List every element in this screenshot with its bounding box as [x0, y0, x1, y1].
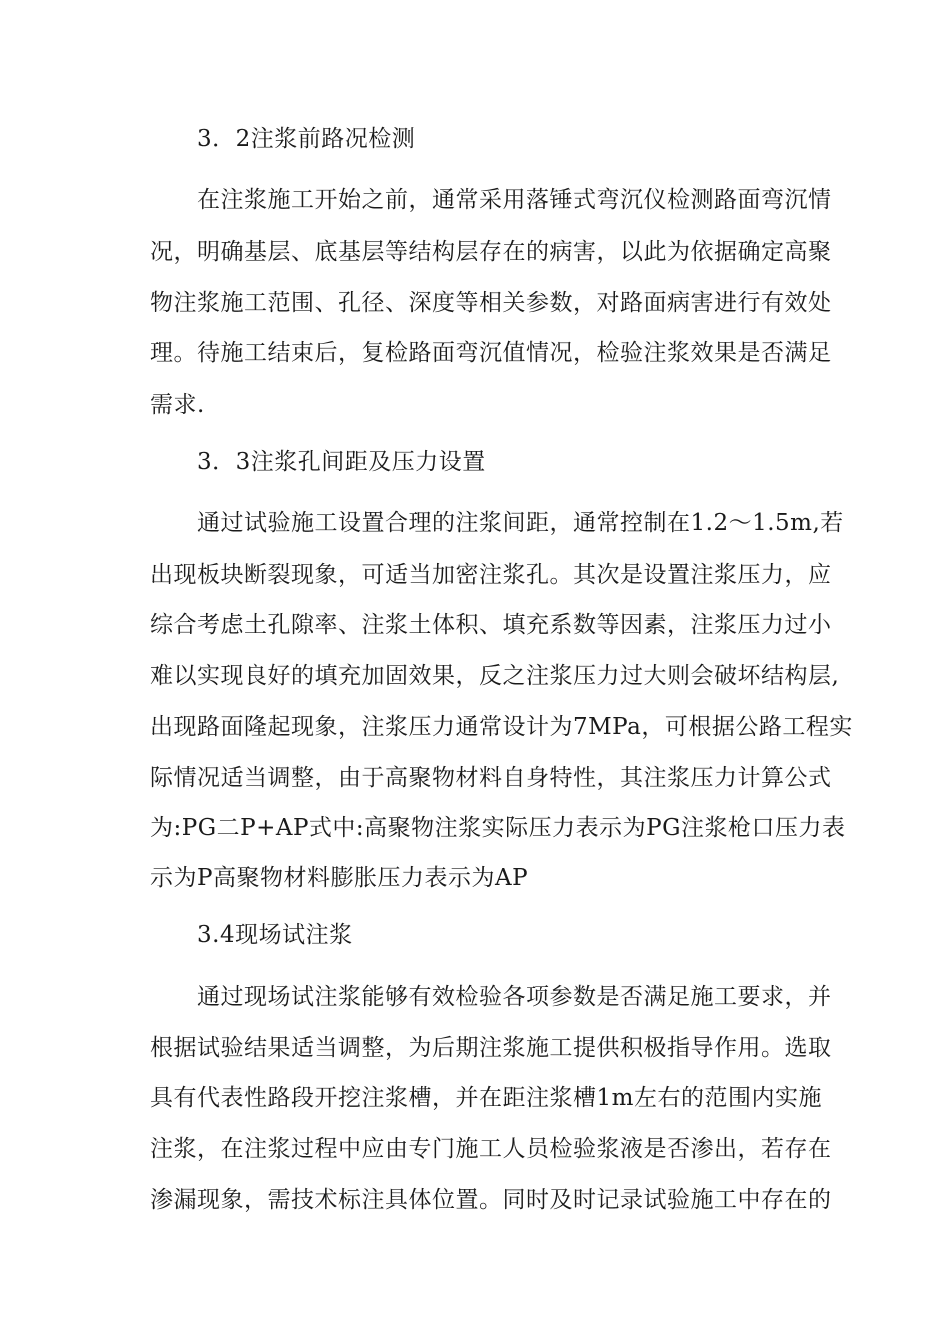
paragraph-line: 况，明确基层、底基层等结构层存在的病害，以此为依据确定高聚	[150, 239, 832, 265]
paragraph-line: 示为P高聚物材料膨胀压力表示为AP	[150, 865, 529, 891]
paragraph-line: 根据试验结果适当调整，为后期注浆施工提供积极指导作用。选取	[150, 1035, 832, 1061]
section-heading-3-3: 3．3注浆孔间距及压力设置	[197, 449, 486, 475]
paragraph-line: 通过现场试注浆能够有效检验各项参数是否满足施工要求，并	[197, 984, 832, 1010]
paragraph-line: 通过试验施工设置合理的注浆间距，通常控制在1.2〜1.5m,若	[197, 510, 844, 536]
paragraph-line: 为:PG二P+AP式中:高聚物注浆实际压力表示为PG注浆枪口压力表	[150, 815, 846, 841]
paragraph-line: 出现路面隆起现象，注浆压力通常设计为7MPa，可根据公路工程实	[150, 714, 853, 740]
paragraph-line: 注浆，在注浆过程中应由专门施工人员检验浆液是否渗出，若存在	[150, 1136, 832, 1162]
section-heading-3-2: 3．2注浆前路况检测	[197, 126, 416, 152]
paragraph-line: 渗漏现象，需技术标注具体位置。同时及时记录试验施工中存在的	[150, 1187, 832, 1213]
paragraph-line: 具有代表性路段开挖注浆槽，并在距注浆槽1m左右的范围内实施	[150, 1085, 822, 1111]
paragraph-line: 难以实现良好的填充加固效果，反之注浆压力过大则会破坏结构层,	[150, 663, 840, 689]
paragraph-line: 在注浆施工开始之前，通常采用落锤式弯沉仪检测路面弯沉情	[197, 187, 832, 213]
paragraph-line: 需求.	[150, 392, 205, 418]
paragraph-line: 物注浆施工范围、孔径、深度等相关参数，对路面病害进行有效处	[150, 290, 832, 316]
section-heading-3-4: 3.4现场试注浆	[197, 922, 353, 948]
paragraph-line: 理。待施工结束后，复检路面弯沉值情况，检验注浆效果是否满足	[150, 340, 832, 366]
paragraph-line: 综合考虑土孔隙率、注浆土体积、填充系数等因素，注浆压力过小	[150, 612, 832, 638]
paragraph-line: 出现板块断裂现象，可适当加密注浆孔。其次是设置注浆压力，应	[150, 562, 832, 588]
paragraph-line: 际情况适当调整，由于高聚物材料自身特性，其注浆压力计算公式	[150, 765, 832, 791]
